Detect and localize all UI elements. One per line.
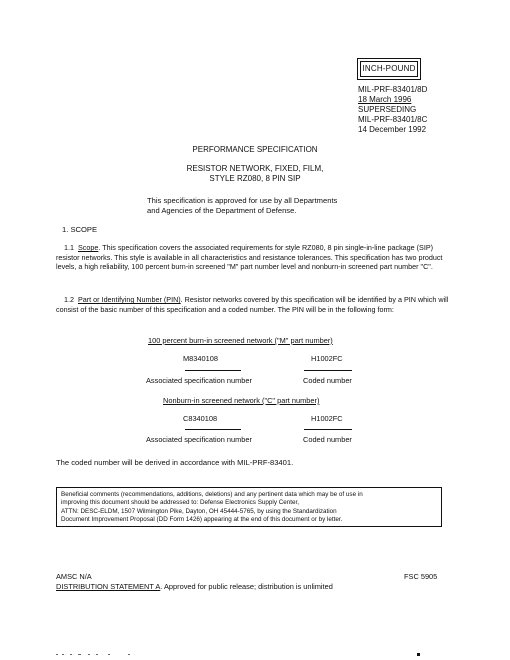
amsc-label: AMSC N/A	[56, 572, 92, 581]
paragraph-1-1-number: 1.1	[64, 243, 74, 252]
spec-type-heading: PERFORMANCE SPECIFICATION	[192, 145, 318, 154]
pin-m-coded-caption: Coded number	[303, 376, 352, 385]
title-line-1: RESISTOR NETWORK, FIXED, FILM,	[186, 164, 324, 173]
document-id: MIL-PRF-83401/8D	[358, 85, 428, 94]
notice-line-1: Beneficial comments (recommendations, additions, deletions) and any pertinent data which may be of use in	[61, 491, 363, 498]
comments-notice-box	[56, 487, 442, 527]
paragraph-1-1-title: Scope	[78, 243, 99, 252]
pin-c-basic-number: C8340108	[183, 414, 218, 423]
notice-line-2: improving this document should be addressed to: Defense Electronics Supply Center,	[61, 499, 300, 507]
pin-m-basic-number: M8340108	[183, 354, 218, 363]
coded-number-note: The coded number will be derived in accordance with MIL-PRF-83401.	[56, 458, 294, 467]
pin-m-basic-caption: Associated specification number	[146, 376, 252, 385]
superseding-label: SUPERSEDING	[358, 105, 417, 114]
inch-pound-box	[357, 58, 421, 80]
paragraph-1-2	[56, 295, 452, 314]
superseded-document-date: 14 December 1992	[358, 125, 427, 134]
distribution-statement-text: . Approved for public release; distribution is unlimited	[160, 582, 333, 591]
paragraph-1-1-text: . This specification covers the associated requirements for style RZ080, 8 pin single-in-line package (SIP) resistor networks. This style is available in all characteristics and resistance tolerances. This specification has two product levels, a high reliability, 100 percent burn-in screened "M" part number level and nonburn-in screened part number "C".	[56, 243, 443, 272]
pin-c-coded-rule	[304, 429, 352, 430]
notice-line-4: Document Improvement Proposal (DD Form 1426) appearing at the end of this document or by letter.	[61, 515, 343, 523]
pin-m-coded-number: H1002FC	[311, 354, 343, 363]
pin-m-coded-rule	[304, 370, 352, 371]
pin-c-heading: Nonburn-in screened network ("C" part number)	[163, 396, 320, 405]
paragraph-1-2-title: Part or Identifying Number (PIN)	[78, 295, 181, 304]
notice-line-3: ATTN: DESC-ELDM, 1507 Wilmington Pike, Dayton, OH 45444-5765, by using the Standardization	[61, 507, 337, 515]
distribution-statement-label: DISTRIBUTION STATEMENT A	[56, 582, 161, 591]
superseded-document-id: MIL-PRF-83401/8C	[358, 115, 428, 124]
paragraph-1-1	[56, 243, 452, 272]
pin-c-basic-caption: Associated specification number	[146, 435, 252, 444]
title-line-2: STYLE RZ080, 8 PIN SIP	[209, 174, 301, 183]
distribution-statement	[56, 583, 333, 592]
scan-artifacts	[0, 648, 510, 660]
paragraph-1-2-text: . Resistor networks covered by this specification will be identified by a PIN which will consist of the basic number of this specification and a coded number. The PIN will be in the following form:	[56, 295, 449, 314]
pin-m-heading: 100 percent burn-in screened network ("M" part number)	[148, 336, 333, 345]
pin-c-coded-caption: Coded number	[303, 435, 352, 444]
scope-heading: 1. SCOPE	[62, 225, 98, 234]
pin-m-basic-rule	[185, 370, 241, 371]
approval-line-1: This specification is approved for use by all Departments	[147, 196, 338, 205]
fsc-label: FSC 5905	[404, 572, 438, 581]
approval-line-2: and Agencies of the Department of Defense.	[147, 206, 297, 215]
pin-c-coded-number: H1002FC	[311, 414, 343, 423]
pin-c-basic-rule	[185, 429, 241, 430]
paragraph-1-2-number: 1.2	[64, 295, 74, 304]
inch-pound-label: INCH-POUND	[362, 64, 416, 74]
document-date: 18 March 1996	[358, 95, 412, 104]
